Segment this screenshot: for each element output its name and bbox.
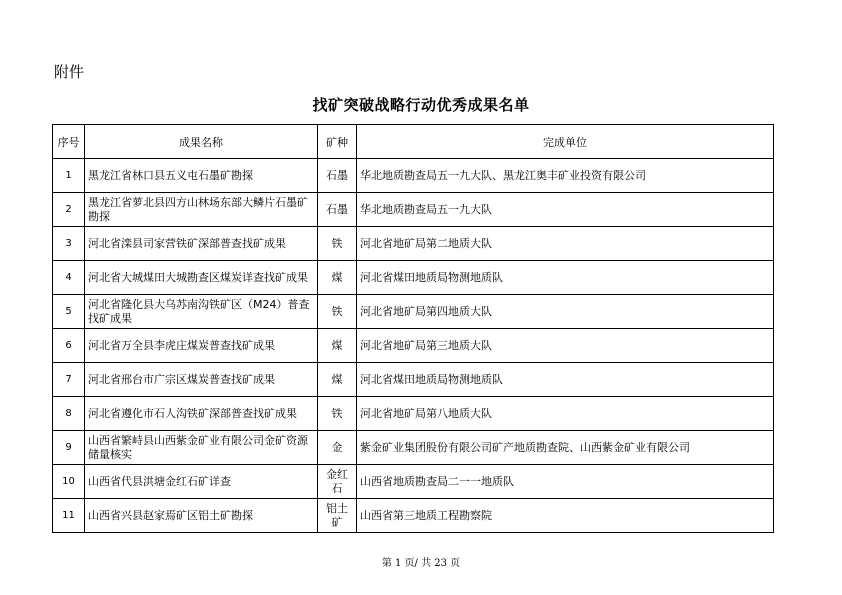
header-unit: 完成单位 bbox=[357, 125, 774, 159]
table-row bbox=[53, 499, 774, 533]
cell-no: 7 bbox=[53, 363, 85, 397]
cell-no: 2 bbox=[53, 193, 85, 227]
cell-mineral: 金红石 bbox=[318, 465, 357, 499]
cell-mineral: 煤 bbox=[318, 261, 357, 295]
cell-mineral: 铝土矿 bbox=[318, 499, 357, 533]
cell-unit: 河北省煤田地质局物测地质队 bbox=[357, 261, 774, 295]
results-table bbox=[52, 124, 774, 533]
cell-no: 10 bbox=[53, 465, 85, 499]
attachment-label: 附件 bbox=[54, 63, 85, 81]
cell-mineral: 铁 bbox=[318, 397, 357, 431]
cell-no: 6 bbox=[53, 329, 85, 363]
cell-mineral: 铁 bbox=[318, 227, 357, 261]
cell-name: 河北省万全县李虎庄煤炭普查找矿成果 bbox=[85, 329, 318, 363]
table-row bbox=[53, 159, 774, 193]
table-row bbox=[53, 261, 774, 295]
cell-name: 山西省代县洪塘金红石矿详查 bbox=[85, 465, 318, 499]
cell-name: 山西省繁峙县山西紫金矿业有限公司金矿资源储量核实 bbox=[85, 431, 318, 465]
cell-no: 11 bbox=[53, 499, 85, 533]
cell-mineral: 煤 bbox=[318, 363, 357, 397]
table-header-row bbox=[53, 125, 774, 159]
cell-name: 山西省兴县赵家焉矿区铝土矿勘探 bbox=[85, 499, 318, 533]
table-row bbox=[53, 193, 774, 227]
cell-name: 河北省滦县司家营铁矿深部普查找矿成果 bbox=[85, 227, 318, 261]
cell-unit: 山西省地质勘查局二一一地质队 bbox=[357, 465, 774, 499]
cell-mineral: 煤 bbox=[318, 329, 357, 363]
cell-no: 4 bbox=[53, 261, 85, 295]
cell-unit: 华北地质勘查局五一九大队、黑龙江奥丰矿业投资有限公司 bbox=[357, 159, 774, 193]
cell-unit: 河北省地矿局第四地质大队 bbox=[357, 295, 774, 329]
table-row bbox=[53, 397, 774, 431]
table-row bbox=[53, 227, 774, 261]
cell-name: 河北省遵化市石人沟铁矿深部普查找矿成果 bbox=[85, 397, 318, 431]
cell-unit: 河北省地矿局第二地质大队 bbox=[357, 227, 774, 261]
table-row bbox=[53, 465, 774, 499]
cell-name: 河北省隆化县大乌苏南沟铁矿区（M24）普查找矿成果 bbox=[85, 295, 318, 329]
cell-name: 黑龙江省萝北县四方山林场东部大鳞片石墨矿勘探 bbox=[85, 193, 318, 227]
header-mineral: 矿种 bbox=[318, 125, 357, 159]
table-row bbox=[53, 329, 774, 363]
table-row bbox=[53, 295, 774, 329]
cell-no: 3 bbox=[53, 227, 85, 261]
table-row bbox=[53, 363, 774, 397]
cell-unit: 山西省第三地质工程勘察院 bbox=[357, 499, 774, 533]
cell-unit: 华北地质勘查局五一九大队 bbox=[357, 193, 774, 227]
cell-no: 8 bbox=[53, 397, 85, 431]
cell-unit: 河北省地矿局第八地质大队 bbox=[357, 397, 774, 431]
table-body bbox=[53, 159, 774, 533]
header-no: 序号 bbox=[53, 125, 85, 159]
cell-name: 黑龙江省林口县五义屯石墨矿勘探 bbox=[85, 159, 318, 193]
cell-mineral: 石墨 bbox=[318, 193, 357, 227]
cell-mineral: 石墨 bbox=[318, 159, 357, 193]
cell-no: 5 bbox=[53, 295, 85, 329]
cell-name: 河北省大城煤田大城勘查区煤炭详查找矿成果 bbox=[85, 261, 318, 295]
table-row bbox=[53, 431, 774, 465]
header-name: 成果名称 bbox=[85, 125, 318, 159]
cell-mineral: 金 bbox=[318, 431, 357, 465]
cell-no: 1 bbox=[53, 159, 85, 193]
cell-mineral: 铁 bbox=[318, 295, 357, 329]
cell-unit: 河北省地矿局第三地质大队 bbox=[357, 329, 774, 363]
cell-unit: 河北省煤田地质局物测地质队 bbox=[357, 363, 774, 397]
cell-no: 9 bbox=[53, 431, 85, 465]
document-title: 找矿突破战略行动优秀成果名单 bbox=[312, 96, 530, 114]
page-indicator: 第 1 页/ 共 23 页 bbox=[381, 558, 461, 569]
cell-name: 河北省邢台市广宗区煤炭普查找矿成果 bbox=[85, 363, 318, 397]
cell-unit: 紫金矿业集团股份有限公司矿产地质勘查院、山西紫金矿业有限公司 bbox=[357, 431, 774, 465]
